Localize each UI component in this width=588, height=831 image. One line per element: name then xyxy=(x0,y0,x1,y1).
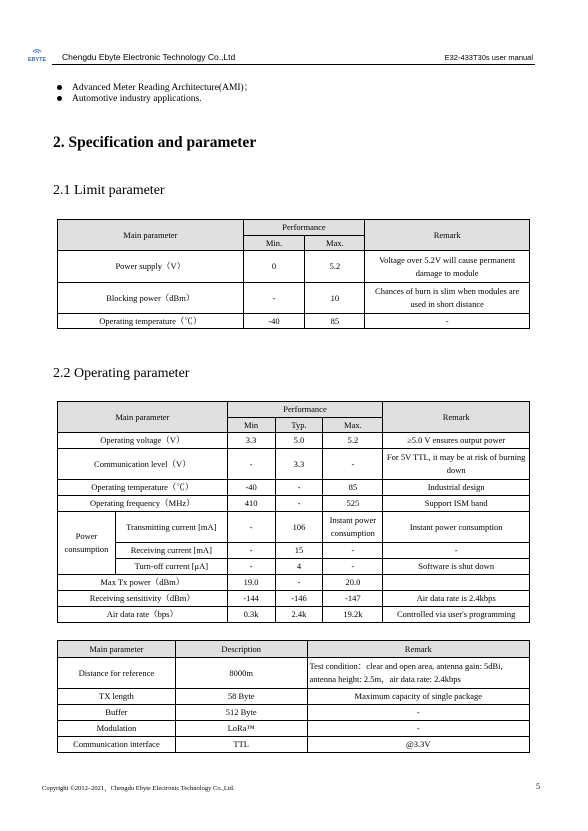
operating-title: 2.2 Operating parameter xyxy=(53,366,190,381)
table-cell: Test condition：clear and open area, antenna gain: 5dBi, antenna height: 2.5m，air data rate: 2.4kbps xyxy=(307,658,529,689)
header-cell: Min. xyxy=(243,236,305,251)
copyright: Copyright ©2012–2021，Chengdu Ebyte Electronic Technology Co.,Ltd. xyxy=(42,785,235,792)
page-number: 5 xyxy=(536,782,540,791)
table-cell: - xyxy=(307,705,529,721)
manual-title: E32-433T30s user manual xyxy=(444,53,533,62)
table-cell: - xyxy=(227,512,275,543)
table-cell: 512 Byte xyxy=(175,705,307,721)
table-cell: Voltage over 5.2V will cause permanent damage to module xyxy=(365,251,530,283)
table-cell: Chances of burn is slim when modules are used in short distance xyxy=(365,283,530,314)
table-cell: 0 xyxy=(243,251,305,283)
company-name: Chengdu Ebyte Electronic Technology Co.,Ltd xyxy=(62,52,236,62)
table-cell: 19.2k xyxy=(323,607,383,623)
header-cell: Performance xyxy=(227,402,383,418)
table-cell: Operating temperature（℃） xyxy=(58,314,244,329)
power-group-cell: Power consumption xyxy=(58,512,116,575)
table-cell: 15 xyxy=(275,543,323,559)
description-table xyxy=(57,640,530,753)
table-cell: - xyxy=(383,543,530,559)
table-cell: Support ISM band xyxy=(383,496,530,512)
table-cell: Max Tx power（dBm） xyxy=(58,575,228,591)
table-cell: -146 xyxy=(275,591,323,607)
table-cell: Air data rate is 2.4kbps xyxy=(383,591,530,607)
table-cell: Transmitting current [mA] xyxy=(115,512,227,543)
table-cell: - xyxy=(365,314,530,329)
table-cell: TX length xyxy=(58,689,176,705)
page-header xyxy=(27,50,535,65)
table-cell: - xyxy=(275,480,323,496)
table-cell: 10 xyxy=(305,283,365,314)
table-cell: 4 xyxy=(275,559,323,575)
table-cell: Modulation xyxy=(58,721,176,737)
header-cell: Main parameter xyxy=(58,220,244,251)
table-cell: - xyxy=(323,559,383,575)
table-cell: Maximum capacity of single package xyxy=(307,689,529,705)
bullet-dot-icon xyxy=(57,96,62,101)
table-cell: - xyxy=(243,283,305,314)
table-cell: Air data rate（bps） xyxy=(58,607,228,623)
table-cell: 5.2 xyxy=(305,251,365,283)
table-cell: Industrial design xyxy=(383,480,530,496)
table-cell: Controlled via user's programming xyxy=(383,607,530,623)
header-cell: Remark xyxy=(365,220,530,251)
table-cell: 58 Byte xyxy=(175,689,307,705)
table-cell: ≥5.0 V ensures output power xyxy=(383,433,530,449)
header-cell: Performance xyxy=(243,220,365,236)
table-cell: Blocking power（dBm） xyxy=(58,283,244,314)
limit-parameter-table xyxy=(57,219,530,329)
bullet-item: Automotive industry applications. xyxy=(57,94,202,104)
limit-title: 2.1 Limit parameter xyxy=(53,183,165,198)
header-cell: Min xyxy=(227,418,275,433)
header-cell: Main parameter xyxy=(58,641,176,658)
bullet-dot-icon xyxy=(57,85,62,90)
table-cell: Buffer xyxy=(58,705,176,721)
table-cell: -40 xyxy=(227,480,275,496)
table-cell: LoRa™ xyxy=(175,721,307,737)
table-cell: -147 xyxy=(323,591,383,607)
table-cell: Communication level（V） xyxy=(58,449,228,480)
table-cell: - xyxy=(275,496,323,512)
table-cell: @3.3V xyxy=(307,737,529,753)
table-cell: - xyxy=(227,559,275,575)
table-cell: Operating voltage（V） xyxy=(58,433,228,449)
table-cell: Operating temperature（℃） xyxy=(58,480,228,496)
table-cell: For 5V TTL, it may be at risk of burning down xyxy=(383,449,530,480)
bullet-item: Advanced Meter Reading Architecture(AMI)； xyxy=(57,79,253,93)
header-cell: Main parameter xyxy=(58,402,228,433)
table-cell: 2.4k xyxy=(275,607,323,623)
section-title: 2. Specification and parameter xyxy=(53,134,257,151)
table-cell: Turn-off current [μA] xyxy=(115,559,227,575)
table-cell: 525 xyxy=(323,496,383,512)
table-cell xyxy=(383,575,530,591)
table-cell: 8000m xyxy=(175,658,307,689)
table-cell: 85 xyxy=(323,480,383,496)
table-cell: 0.3k xyxy=(227,607,275,623)
table-cell: 5.0 xyxy=(275,433,323,449)
table-cell: TTL xyxy=(175,737,307,753)
table-cell: 3.3 xyxy=(227,433,275,449)
header-cell: Typ. xyxy=(275,418,323,433)
table-cell: -40 xyxy=(243,314,305,329)
table-cell: Instant power consumption xyxy=(323,512,383,543)
table-cell: 106 xyxy=(275,512,323,543)
table-cell: Instant power consumption xyxy=(383,512,530,543)
table-cell: Communication interface xyxy=(58,737,176,753)
header-cell: Remark xyxy=(307,641,529,658)
table-cell: 85 xyxy=(305,314,365,329)
table-cell: Software is shut down xyxy=(383,559,530,575)
table-cell: - xyxy=(227,449,275,480)
ebyte-logo-icon xyxy=(24,46,50,62)
table-cell: Distance for reference xyxy=(58,658,176,689)
table-cell: 19.0 xyxy=(227,575,275,591)
header-cell: Max. xyxy=(305,236,365,251)
table-cell: 410 xyxy=(227,496,275,512)
table-cell: -144 xyxy=(227,591,275,607)
table-cell: Operating frequency（MHz） xyxy=(58,496,228,512)
table-cell: Receiving sensitivity（dBm） xyxy=(58,591,228,607)
table-cell: - xyxy=(323,449,383,480)
header-cell: Description xyxy=(175,641,307,658)
table-cell: - xyxy=(275,575,323,591)
table-cell: Receiving current [mA] xyxy=(115,543,227,559)
table-cell: - xyxy=(307,721,529,737)
table-cell: - xyxy=(323,543,383,559)
table-cell: - xyxy=(227,543,275,559)
header-cell: Max. xyxy=(323,418,383,433)
operating-parameter-table xyxy=(57,401,530,623)
table-cell: 20.0 xyxy=(323,575,383,591)
header-cell: Remark xyxy=(383,402,530,433)
table-cell: Power supply（V） xyxy=(58,251,244,283)
table-cell: 5.2 xyxy=(323,433,383,449)
table-cell: 3.3 xyxy=(275,449,323,480)
svg-text:EBYTE: EBYTE xyxy=(27,57,47,62)
